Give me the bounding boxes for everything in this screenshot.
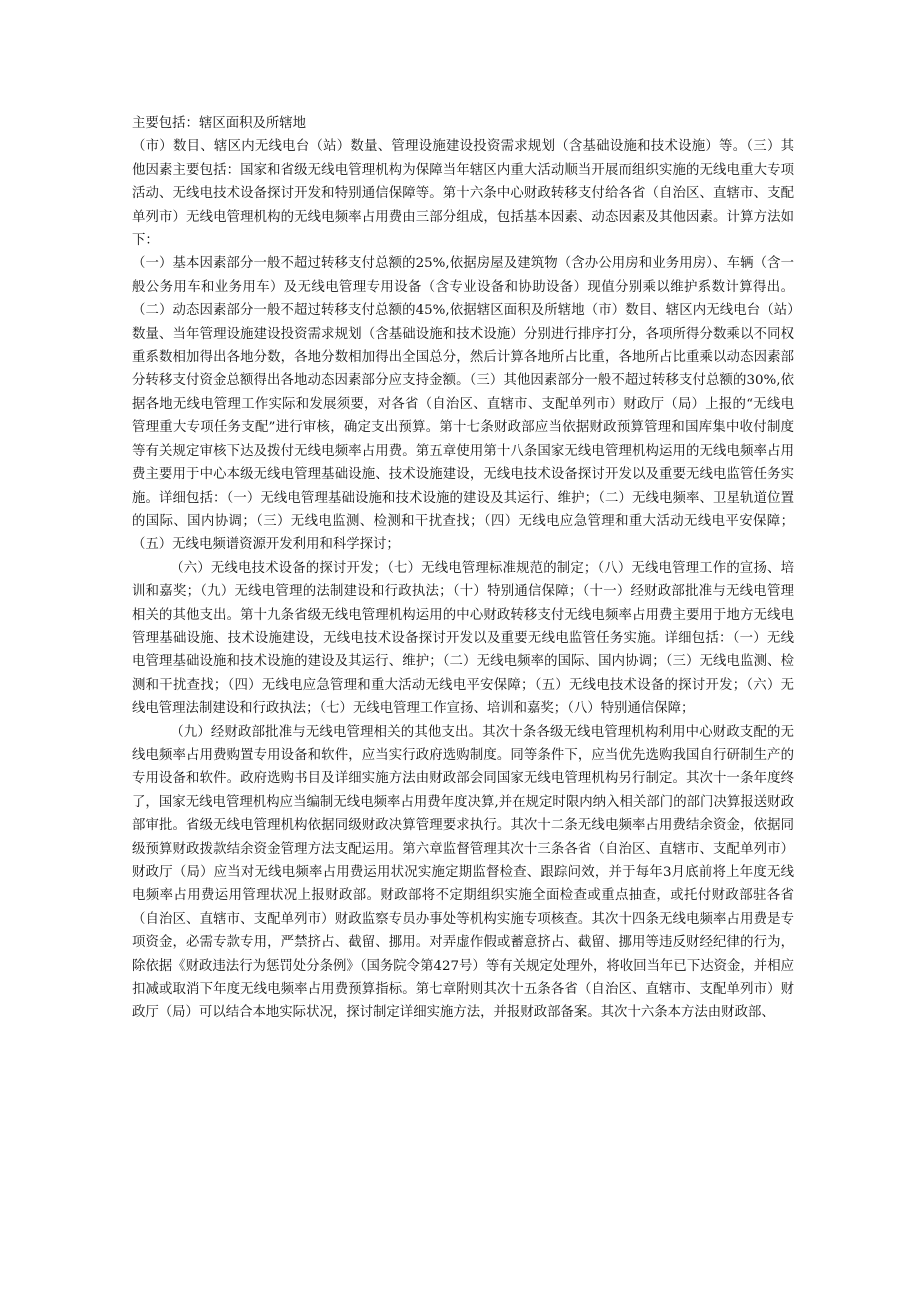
paragraph-supervision-and-appendix: （九）经财政部批准与无线电管理相关的其他支出。其次十条各级无线电管理机构利用中心财政支配的无线电频率占用费购置专用设备和软件，应当实行政府选购制度。同等条件下，应当优先选购我国自行研制生产的专用设备和软件。政府选购书目及详细实施方法由财政部会同国家无线电管理机构另行制定。其次十一条年度终了，国家无线电管理机构应当编制无线电频率占用费年度决算,并在规定时限内纳入相关部门的部门决算报送财政部审批。省级无线电管理机构依据同级财政决算管理要求执行。其次十二条无线电频率占用费结余资金，依据同级预算财政拨款结余资金管理方法支配运用。第六章监督管理其次十三条各省（自治区、直辖市、支配单列市）财政厅（局）应当对无线电频率占用费运用状况实施定期监督检查、跟踪问效，并于每年3月底前将上年度无线电频率占用费运用管理状况上报财政部。财政部将不定期组织实施全面检查或重点抽查，或托付财政部驻各省（自治区、直辖市、支配单列市）财政监察专员办事处等机构实施专项核查。其次十四条无线电频率占用费是专项资金，必需专款专用，严禁挤占、截留、挪用。对弄虚作假或蓄意挤占、截留、挪用等违反财经纪律的行为，除依据《财政违法行为惩罚处分条例》（国务院令第427号）等有关规定处理外，将收回当年已下达资金，并相应扣减或取消下年度无线电频率占用费预算指标。第七章附则其次十五条各省（自治区、直辖市、支配单列市）财政厅（局）可以结合本地实际状况，探讨制定详细实施方法，并报财政部备案。其次十六条本方法由财政部、: [132, 724, 794, 1021]
paragraph-usage-items: （六）无线电技术设备的探讨开发；（七）无线电管理标准规范的制定；（八）无线电管理工作的宣扬、培训和嘉奖；（九）无线电管理的法制建设和行政执法；（十）特别通信保障；（十一）经财政部批准与无线电管理相关的其他支出。第十九条省级无线电管理机构运用的中心财政转移支付无线电频率占用费主要用于地方无线电管理基础设施、技术设施建设，无线电技术设备探讨开发以及重要无线电监管任务实施。详细包括：（一）无线电管理基础设施和技术设施的建设及其运行、维护；（二）无线电频率的国际、国内协调；（三）无线电监测、检测和干扰查找；（四）无线电应急管理和重大活动无线电平安保障；（五）无线电技术设备的探讨开发；（六）无线电管理法制建设和行政执法；（七）无线电管理工作宣扬、培训和嘉奖；（八）特别通信保障；: [132, 560, 794, 717]
paragraph-heading-fragment: 主要包括：辖区面积及所辖地: [132, 116, 307, 131]
paragraph-factors-article-16: （市）数目、辖区内无线电台（站）数量、管理设施建设投资需求规划（含基础设施和技术设施）等。（三）其他因素主要包括：国家和省级无线电管理机构为保障当年辖区内重大活动顺当开展而组织实施的无线电重大专项活动、无线电技术设备探讨开发和特别通信保障等。第十六条中心财政转移支付给各省（自治区、直辖市、支配单列市）无线电管理机构的无线电频率占用费由三部分组成，包括基本因素、动态因素及其他因素。计算方法如下：: [132, 139, 794, 249]
document-body: [132, 112, 794, 1025]
paragraph-calculation-method: （一）基本因素部分一般不超过转移支付总额的25%,依据房屋及建筑物（含办公用房和业务用房）、车辆（含一般公务用车和业务用车）及无线电管理专用设备（含专业设备和协助设备）现值分别乘以维护系数计算得出。（二）动态因素部分一般不超过转移支付总额的45%,依据辖区面积及所辖地（市）数目、辖区内无线电台（站）数量、当年管理设施建设投资需求规划（含基础设施和技术设施）分别进行排序打分，各项所得分数乘以不同权重系数相加得出各地分数，各地分数相加得出全国总分，然后计算各地所占比重，各地所占比重乘以动态因素部分转移支付资金总额得出各地动态因素部分应支持金额。（三）其他因素部分一般不超过转移支付总额的30%,依据各地无线电管理工作实际和发展须要，对各省（自治区、直辖市、支配单列市）财政厅（局）上报的“无线电管理重大专项任务支配”进行审核，确定支出预算。第十七条财政部应当依据财政预算管理和国库集中收付制度等有关规定审核下达及拨付无线电频率占用费。第五章使用第十八条国家无线电管理机构运用的无线电频率占用费主要用于中心本级无线电管理基础设施、技术设施建设，无线电技术设备探讨开发以及重要无线电监管任务实施。详细包括：（一）无线电管理基础设施和技术设施的建设及其运行、维护；（二）无线电频率、卫星轨道位置的国际、国内协调；（三）无线电监测、检测和干扰查找；（四）无线电应急管理和重大活动无线电平安保障；（五）无线电频谱资源开发利用和科学探讨；: [132, 256, 794, 553]
